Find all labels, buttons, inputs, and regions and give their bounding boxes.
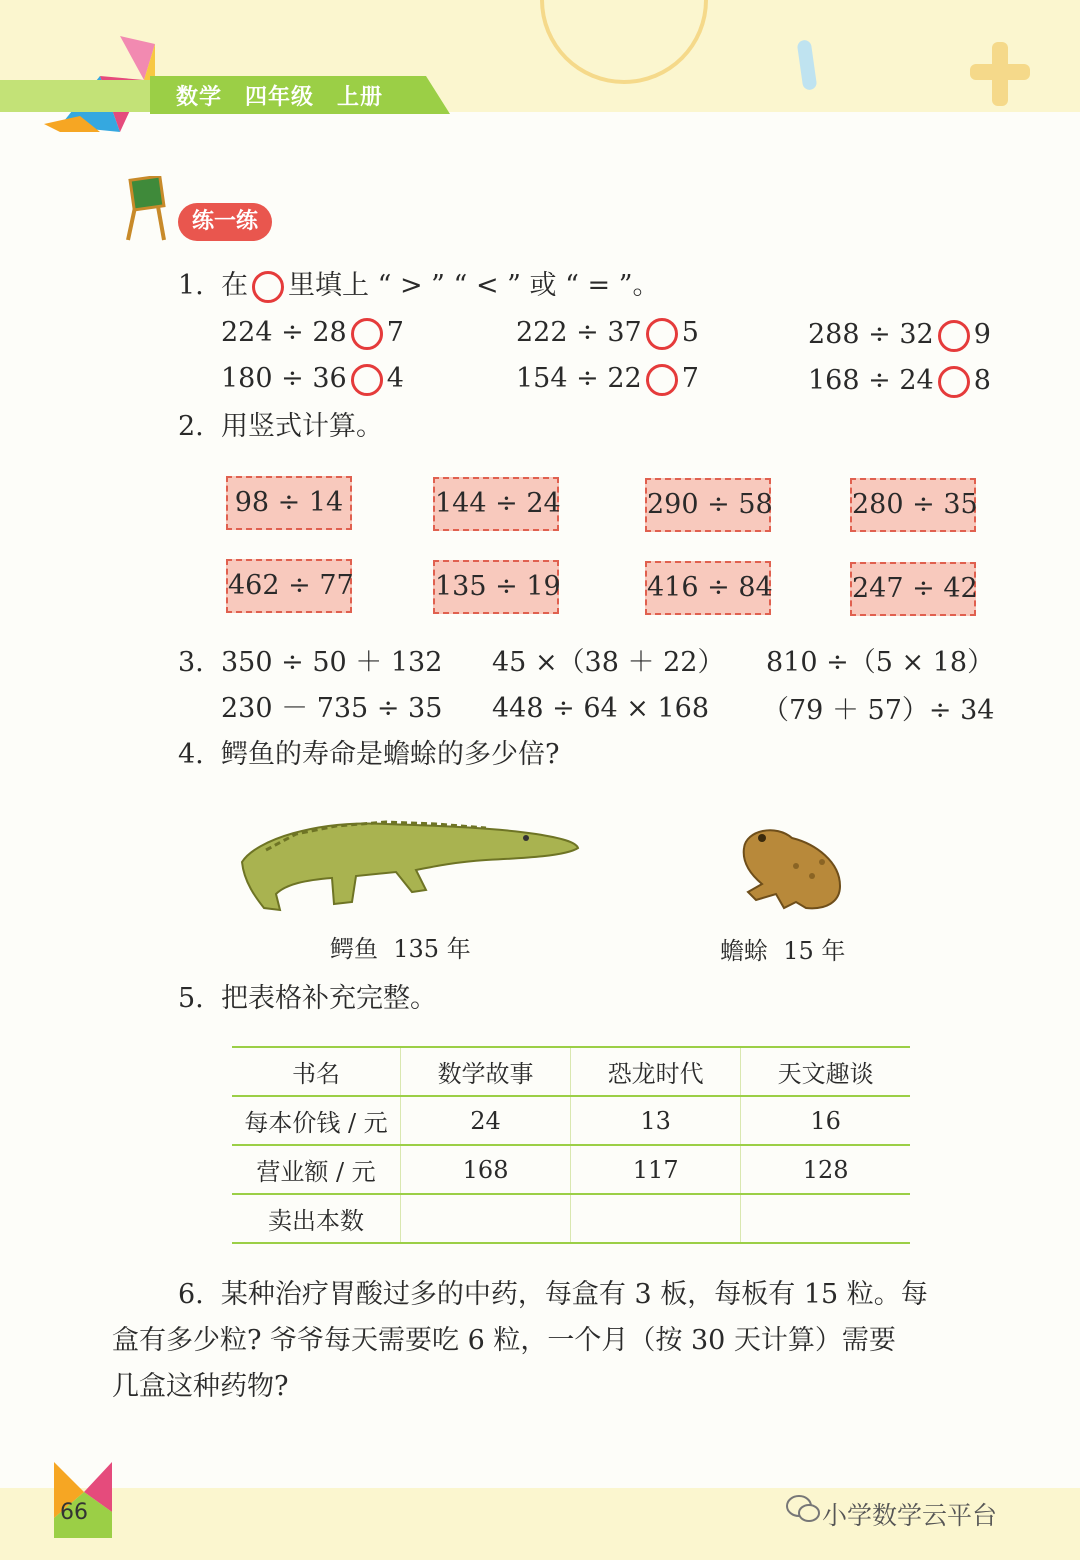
q1-item: 224 ÷ 28 7 xyxy=(221,317,404,348)
q1-item: 168 ÷ 24 8 xyxy=(808,365,991,396)
q1-instr-post: 里填上 “ > ” “ < ” 或 “ = ”。 xyxy=(288,270,660,301)
answer-cell[interactable] xyxy=(571,1194,741,1243)
q3-expression: 45 ×（38 ＋ 22） xyxy=(492,647,725,678)
q1-item: 180 ÷ 36 4 xyxy=(221,363,404,394)
table-cell: 数学故事 xyxy=(401,1047,571,1096)
table-cell: 每本价钱 / 元 xyxy=(232,1096,401,1145)
q1-item: 288 ÷ 32 9 xyxy=(808,319,991,350)
table-cell: 24 xyxy=(401,1096,571,1145)
easel-icon xyxy=(118,176,174,242)
compare-circle-icon[interactable] xyxy=(351,318,383,350)
compare-circle-icon xyxy=(252,271,284,303)
answer-cell[interactable] xyxy=(741,1194,910,1243)
answer-cell[interactable] xyxy=(401,1194,571,1243)
table-cell: 13 xyxy=(571,1096,741,1145)
q1-item: 222 ÷ 37 5 xyxy=(516,317,699,348)
plus-decoration-icon-bar xyxy=(970,64,1030,80)
calc-box: 98 ÷ 14 xyxy=(226,476,352,530)
q6-line: 6. 某种治疗胃酸过多的中药，每盒有 3 板，每板有 15 粒。每 xyxy=(178,1279,928,1310)
table-row xyxy=(232,1194,910,1243)
table-cell: 128 xyxy=(741,1145,910,1194)
q2-number: 2. xyxy=(178,411,204,442)
compare-circle-icon[interactable] xyxy=(351,364,383,396)
table-cell: 天文趣谈 xyxy=(741,1047,910,1096)
calc-box: 416 ÷ 84 xyxy=(645,561,771,615)
toad-caption: 蟾蜍 15 年 xyxy=(720,937,846,965)
table-cell: 卖出本数 xyxy=(232,1194,401,1243)
page-number: 66 xyxy=(60,1500,88,1525)
q3-expression: 810 ÷（5 × 18） xyxy=(766,647,995,678)
table-cell: 117 xyxy=(571,1145,741,1194)
calc-box: 280 ÷ 35 xyxy=(850,478,976,532)
table-row xyxy=(232,1047,910,1096)
calc-box: 462 ÷ 77 xyxy=(226,559,352,613)
compare-circle-icon[interactable] xyxy=(938,320,970,352)
q1-instr-pre: 在 xyxy=(221,270,248,301)
table-row xyxy=(232,1096,910,1145)
table-cell: 16 xyxy=(741,1096,910,1145)
crocodile-caption: 鳄鱼 135 年 xyxy=(330,935,471,963)
table-row xyxy=(232,1145,910,1194)
table-cell: 恐龙时代 xyxy=(571,1047,741,1096)
calc-box: 135 ÷ 19 xyxy=(433,560,559,614)
calc-box: 247 ÷ 42 xyxy=(850,562,976,616)
q5-number: 5. xyxy=(178,983,204,1014)
q3-expression: 448 ÷ 64 × 168 xyxy=(492,693,710,724)
q6-line: 盒有多少粒? 爷爷每天需要吃 6 粒，一个月（按 30 天计算）需要 xyxy=(112,1325,896,1356)
compare-circle-icon[interactable] xyxy=(938,366,970,398)
q1-instruction xyxy=(221,269,660,303)
header-bar-left xyxy=(0,80,160,112)
table-cell: 书名 xyxy=(232,1047,401,1096)
book-title: 数学 四年级 上册 xyxy=(176,85,384,110)
sales-table xyxy=(232,1046,910,1244)
q3-expression: 350 ÷ 50 ＋ 132 xyxy=(221,647,443,678)
calc-box: 144 ÷ 24 xyxy=(433,477,559,531)
q1-item: 154 ÷ 22 7 xyxy=(516,363,699,394)
watermark: 小学数学云平台 xyxy=(822,1501,998,1530)
toad-icon xyxy=(736,822,846,912)
q4-instruction: 鳄鱼的寿命是蟾蜍的多少倍? xyxy=(221,739,560,770)
wechat-icon xyxy=(786,1494,820,1524)
q3-expression: （79 ＋ 57）÷ 34 xyxy=(762,695,995,726)
compare-circle-icon[interactable] xyxy=(646,318,678,350)
q1-number: 1. xyxy=(178,270,204,301)
practice-badge: 练一练 xyxy=(178,203,272,241)
q3-expression: 230 － 735 ÷ 35 xyxy=(221,693,443,724)
crocodile-icon xyxy=(236,810,582,916)
q3-number: 3. xyxy=(178,647,204,678)
q2-instruction: 用竖式计算。 xyxy=(221,411,383,442)
compare-circle-icon[interactable] xyxy=(646,364,678,396)
calc-box: 290 ÷ 58 xyxy=(645,478,771,532)
q5-instruction: 把表格补充完整。 xyxy=(221,983,437,1014)
table-cell: 168 xyxy=(401,1145,571,1194)
table-cell: 营业额 / 元 xyxy=(232,1145,401,1194)
q4-number: 4. xyxy=(178,739,204,770)
q6-line: 几盒这种药物? xyxy=(112,1371,289,1402)
